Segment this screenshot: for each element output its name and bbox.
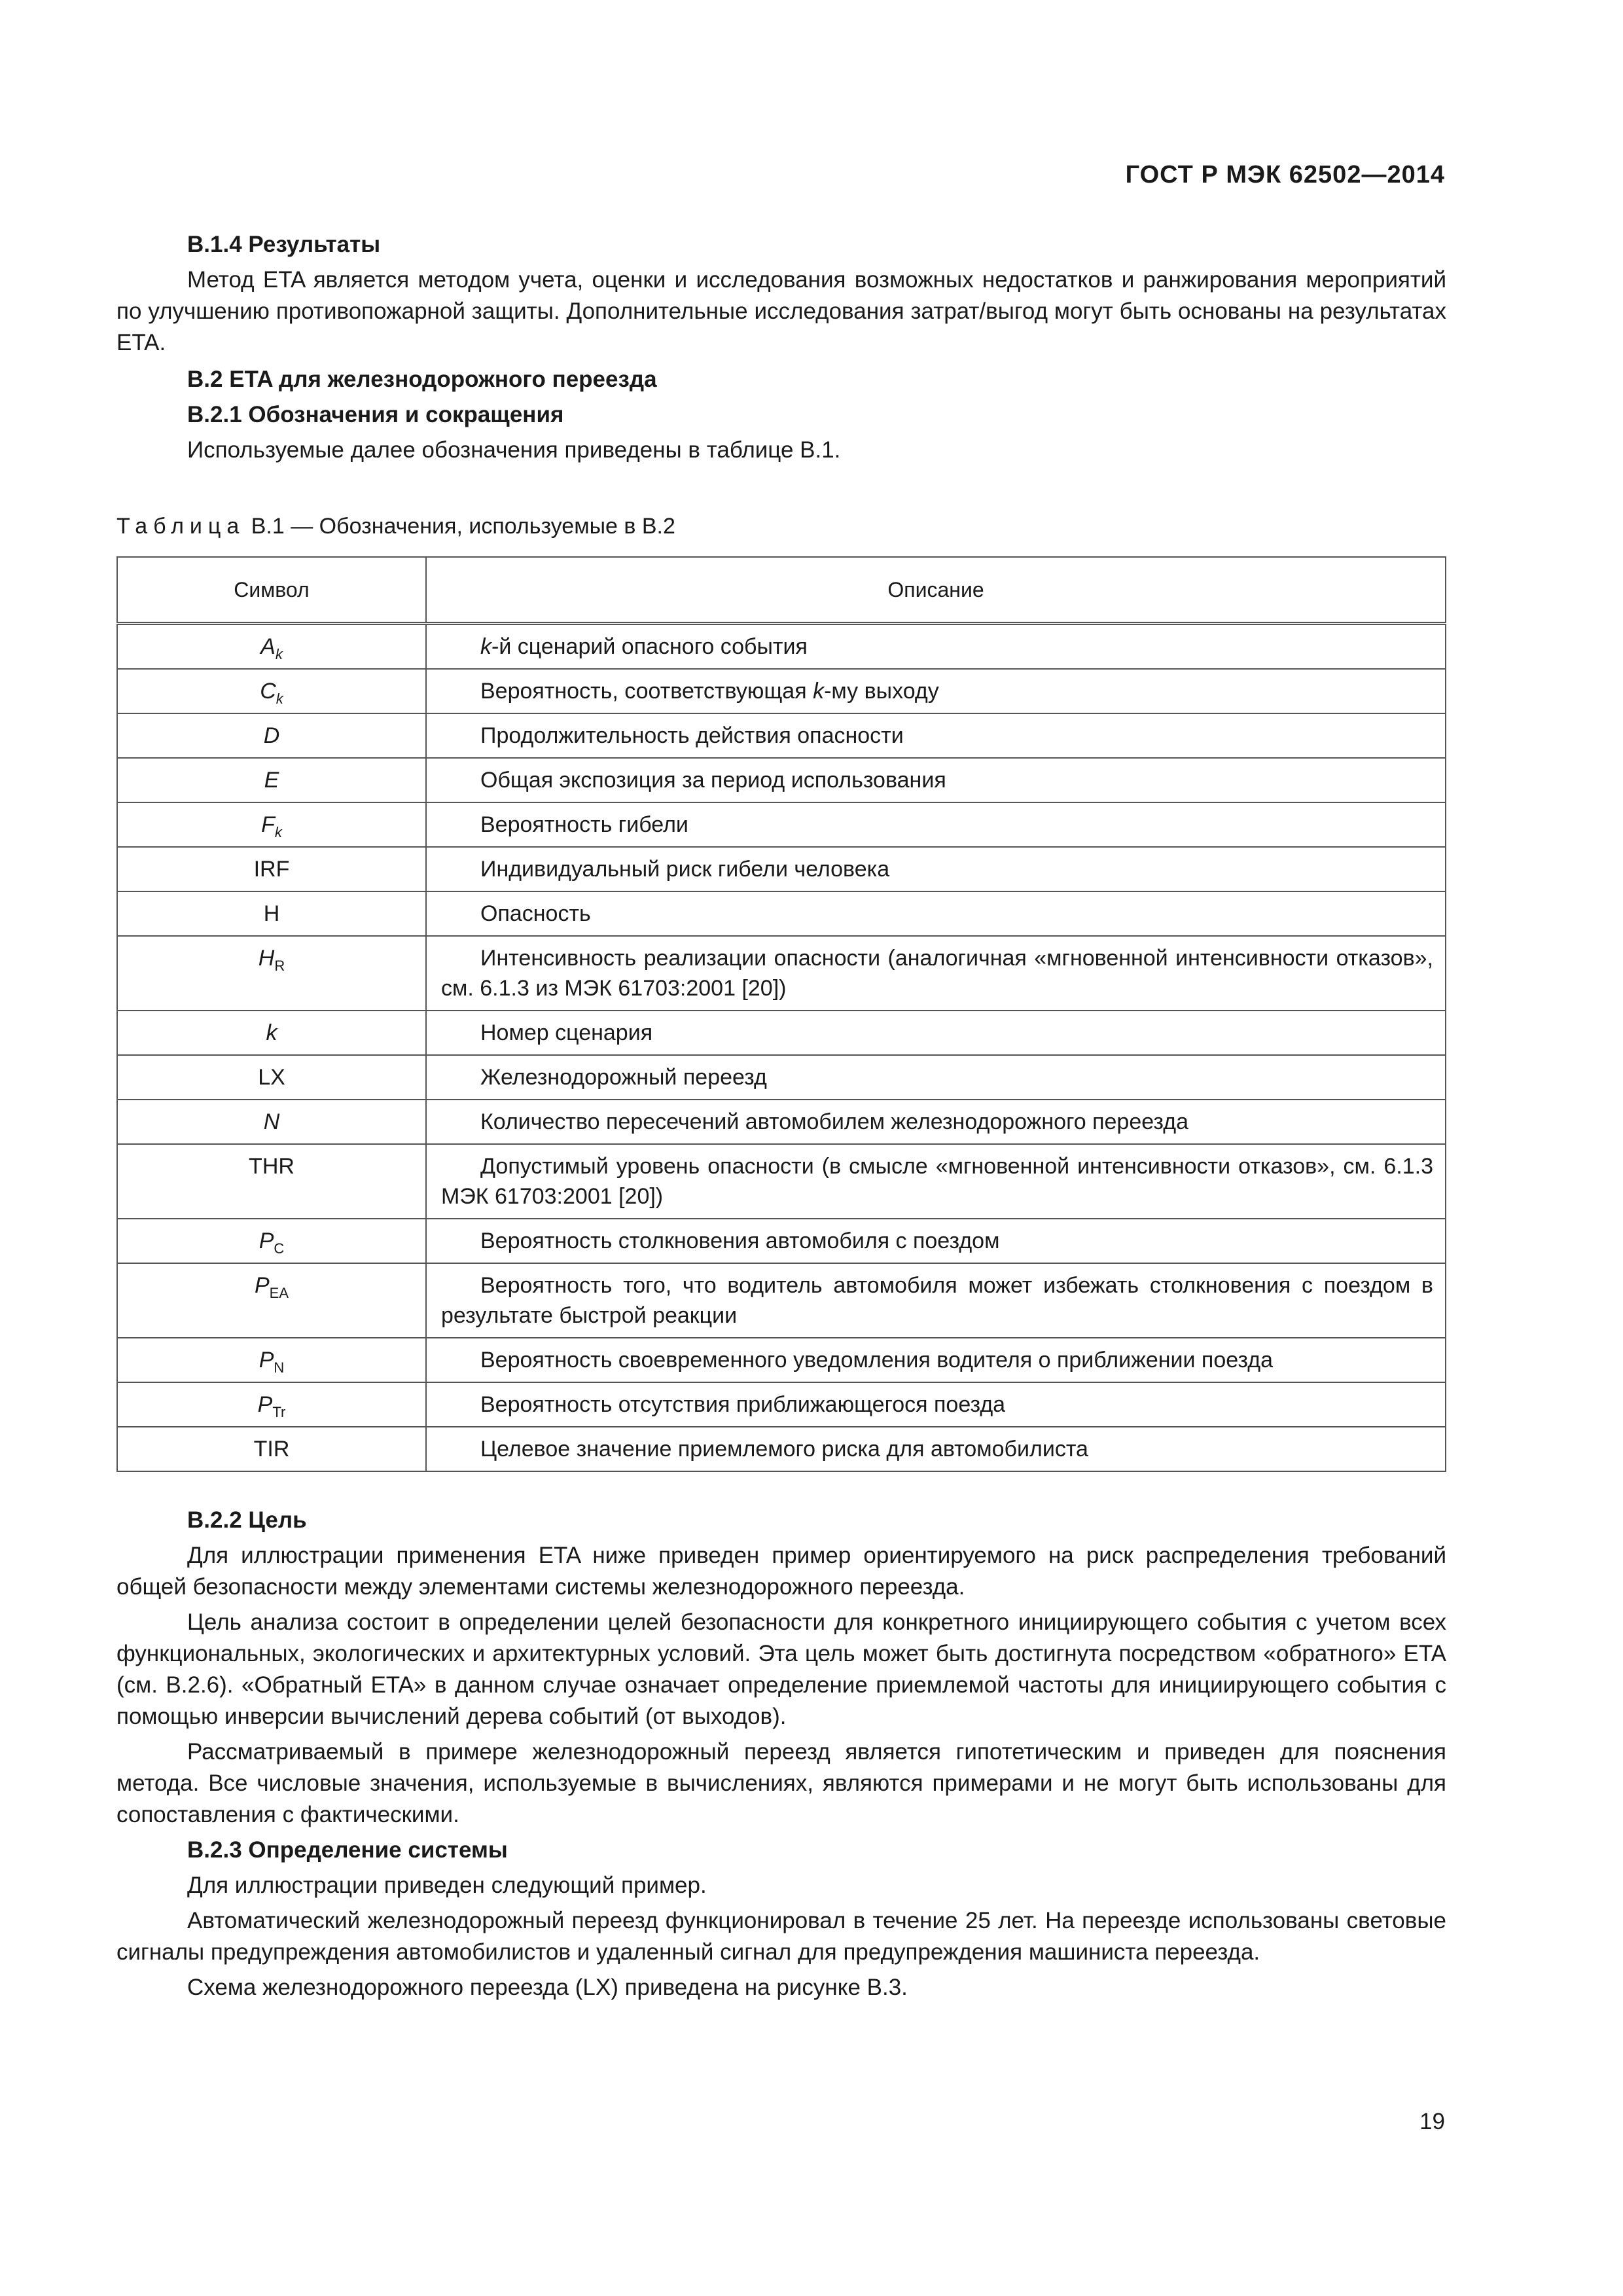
- symbol-subscript: R: [274, 957, 285, 974]
- symbol-base: THR: [249, 1154, 294, 1179]
- description-cell: [426, 1219, 1446, 1263]
- symbol-base: P: [259, 1348, 274, 1372]
- description-cell: [426, 1055, 1446, 1100]
- table-row: [117, 713, 1446, 758]
- symbol-base: F: [261, 812, 275, 837]
- header-symbol: Символ: [117, 557, 426, 624]
- symbol-cell: [117, 1011, 426, 1055]
- description-text: Общая экспозиция за период использования: [480, 768, 946, 793]
- description-text: Вероятность, соответствующая: [480, 679, 813, 704]
- symbol-subscript: N: [274, 1359, 285, 1376]
- symbol-base: P: [257, 1392, 273, 1417]
- table-row: [117, 624, 1446, 670]
- description-text: Вероятность гибели: [480, 812, 688, 837]
- section-b23-paragraph-1: Для иллюстрации приведен следующий пример.: [187, 1873, 707, 1898]
- document-code: ГОСТ Р МЭК 62502—2014: [1125, 161, 1445, 188]
- description-cell: [426, 936, 1446, 1011]
- description-cell: [426, 1144, 1446, 1219]
- section-b21-title: В.2.1 Обозначения и сокращения: [187, 402, 564, 427]
- symbol-cell: [117, 713, 426, 758]
- symbol-base: D: [263, 723, 280, 748]
- table-row: [117, 891, 1446, 936]
- symbol-cell: [117, 1338, 426, 1382]
- symbol-base: IRF: [253, 857, 290, 882]
- symbol-base: LX: [258, 1065, 285, 1090]
- description-text: Целевое значение приемлемого риска для автомобилиста: [480, 1437, 1088, 1462]
- symbol-subscript: k: [276, 690, 283, 707]
- description-text: Продолжительность действия опасности: [480, 723, 904, 748]
- table-row: [117, 847, 1446, 891]
- section-b22-paragraph-1: Для иллюстрации применения ETA ниже приведен пример ориентируемого на риск распределения требований общей безопасности между элементами системы железнодорожного переезда.: [116, 1543, 1446, 1600]
- table-caption-text: В.1 — Обозначения, используемые в В.2: [245, 514, 675, 539]
- symbol-cell: [117, 758, 426, 802]
- symbol-subscript: EA: [269, 1284, 289, 1301]
- symbol-cell: [117, 1427, 426, 1471]
- table-caption: [116, 511, 1446, 542]
- description-text: Вероятность того, что водитель автомобиля может избежать столкновения с поездом в результате быстрой реакции: [441, 1273, 1433, 1328]
- symbol-base: P: [259, 1229, 274, 1253]
- description-text: Железнодорожный переезд: [480, 1065, 767, 1090]
- symbol-subscript: k: [274, 823, 282, 840]
- symbol-base: E: [264, 768, 279, 793]
- section-b22-paragraph-2: Цель анализа состоит в определении целей безопасности для конкретного инициирующего события с учетом всех функциональных, экологических и архитектурных условий. Эта цель может быть достигнута посредством «обратного» ETA (см. В.2.6). «Обратный ETA» в данном случае означает определение приемлемой частоты для инициирующего события с помощью инверсии вычислений дерева событий (от выходов).: [116, 1609, 1446, 1729]
- section-b23-paragraph-3: Схема железнодорожного переезда (LX) приведена на рисунке В.3.: [187, 1975, 908, 2000]
- description-text: Вероятность столкновения автомобиля с поездом: [480, 1229, 1000, 1253]
- symbol-base: N: [263, 1109, 280, 1134]
- symbol-base: k: [266, 1020, 277, 1045]
- table-row: [117, 1427, 1446, 1471]
- table-row: [117, 1338, 1446, 1382]
- description-cell: [426, 847, 1446, 891]
- table-caption-label: Таблица: [116, 514, 245, 539]
- section-b2-title: В.2 ETA для железнодорожного переезда: [187, 367, 657, 392]
- page-content: [116, 229, 1446, 2007]
- table-header-row: [117, 557, 1446, 624]
- table-row: [117, 1100, 1446, 1144]
- description-cell: [426, 1100, 1446, 1144]
- description-cell: [426, 669, 1446, 713]
- description-cell: [426, 624, 1446, 670]
- description-text: Вероятность своевременного уведомления водителя о приближении поезда: [480, 1348, 1274, 1372]
- description-text: -му выходу: [824, 679, 939, 704]
- table-row: [117, 1011, 1446, 1055]
- page-number: 19: [1419, 2109, 1445, 2134]
- table-row: [117, 758, 1446, 802]
- symbol-cell: [117, 1219, 426, 1263]
- table-row: [117, 1144, 1446, 1219]
- section-b21-paragraph: Используемые далее обозначения приведены в таблице В.1.: [187, 437, 841, 463]
- description-text: k: [813, 679, 825, 704]
- description-text: Индивидуальный риск гибели человека: [480, 857, 890, 882]
- symbol-base: TIR: [253, 1437, 290, 1462]
- description-text: Номер сценария: [480, 1020, 653, 1045]
- description-cell: [426, 802, 1446, 847]
- description-cell: [426, 1263, 1446, 1338]
- table-row: [117, 1055, 1446, 1100]
- section-b22-title: В.2.2 Цель: [187, 1507, 307, 1533]
- section-b14-title: В.1.4 Результаты: [187, 232, 381, 257]
- description-text: Допустимый уровень опасности (в смысле «мгновенной интенсивности отказов», см. 6.1.3 МЭК 61703:2001 [20]): [441, 1154, 1433, 1209]
- table-row: [117, 1263, 1446, 1338]
- section-b22-paragraph-3: Рассматриваемый в примере железнодорожный переезд является гипотетическим и приведен для пояснения метода. Все числовые значения, используемые в вычислениях, являются примерами и не могут быть использованы для сопоставления с фактическими.: [116, 1739, 1446, 1827]
- symbol-cell: [117, 1263, 426, 1338]
- description-text: k: [480, 634, 491, 659]
- symbol-cell: [117, 1100, 426, 1144]
- table-row: [117, 1382, 1446, 1427]
- header-description: Описание: [426, 557, 1446, 624]
- table-row: [117, 936, 1446, 1011]
- section-b14-paragraph: Метод ETA является методом учета, оценки и исследования возможных недостатков и ранжирования мероприятий по улучшению противопожарной защиты. Дополнительные исследования затрат/выгод могут быть основаны на результатах ETA.: [116, 267, 1446, 355]
- symbol-cell: [117, 891, 426, 936]
- symbol-subscript: C: [274, 1240, 285, 1257]
- description-cell: [426, 713, 1446, 758]
- description-text: -й сценарий опасного события: [491, 634, 808, 659]
- symbol-cell: [117, 847, 426, 891]
- symbol-cell: [117, 802, 426, 847]
- description-text: Вероятность отсутствия приближающегося поезда: [480, 1392, 1006, 1417]
- symbol-cell: [117, 624, 426, 670]
- table-body: [117, 624, 1446, 1472]
- section-b23-title: В.2.3 Определение системы: [187, 1837, 508, 1863]
- symbol-cell: [117, 669, 426, 713]
- description-cell: [426, 1382, 1446, 1427]
- symbol-base: A: [260, 634, 276, 659]
- description-cell: [426, 1011, 1446, 1055]
- symbol-base: C: [260, 679, 276, 704]
- symbol-cell: [117, 1144, 426, 1219]
- symbol-subscript: k: [275, 645, 283, 662]
- description-cell: [426, 1427, 1446, 1471]
- symbol-base: P: [254, 1273, 270, 1298]
- symbol-base: H: [258, 946, 275, 971]
- description-text: Опасность: [480, 901, 591, 926]
- description-text: Интенсивность реализации опасности (аналогичная «мгновенной интенсивности отказов», см. 6.1.3 из МЭК 61703:2001 [20]): [441, 946, 1433, 1001]
- symbols-table: [116, 556, 1446, 1472]
- table-row: [117, 1219, 1446, 1263]
- description-text: Количество пересечений автомобилем железнодорожного переезда: [480, 1109, 1188, 1134]
- description-cell: [426, 1338, 1446, 1382]
- table-row: [117, 669, 1446, 713]
- section-b23-paragraph-2: Автоматический железнодорожный переезд функционировал в течение 25 лет. На переезде использованы световые сигналы предупреждения автомобилистов и удаленный сигнал для предупреждения машиниста переезда.: [116, 1908, 1446, 1965]
- description-cell: [426, 758, 1446, 802]
- table-row: [117, 802, 1446, 847]
- description-cell: [426, 891, 1446, 936]
- symbol-subscript: Tr: [272, 1403, 286, 1420]
- symbol-cell: [117, 1055, 426, 1100]
- symbol-cell: [117, 1382, 426, 1427]
- symbol-cell: [117, 936, 426, 1011]
- symbol-base: H: [263, 901, 280, 926]
